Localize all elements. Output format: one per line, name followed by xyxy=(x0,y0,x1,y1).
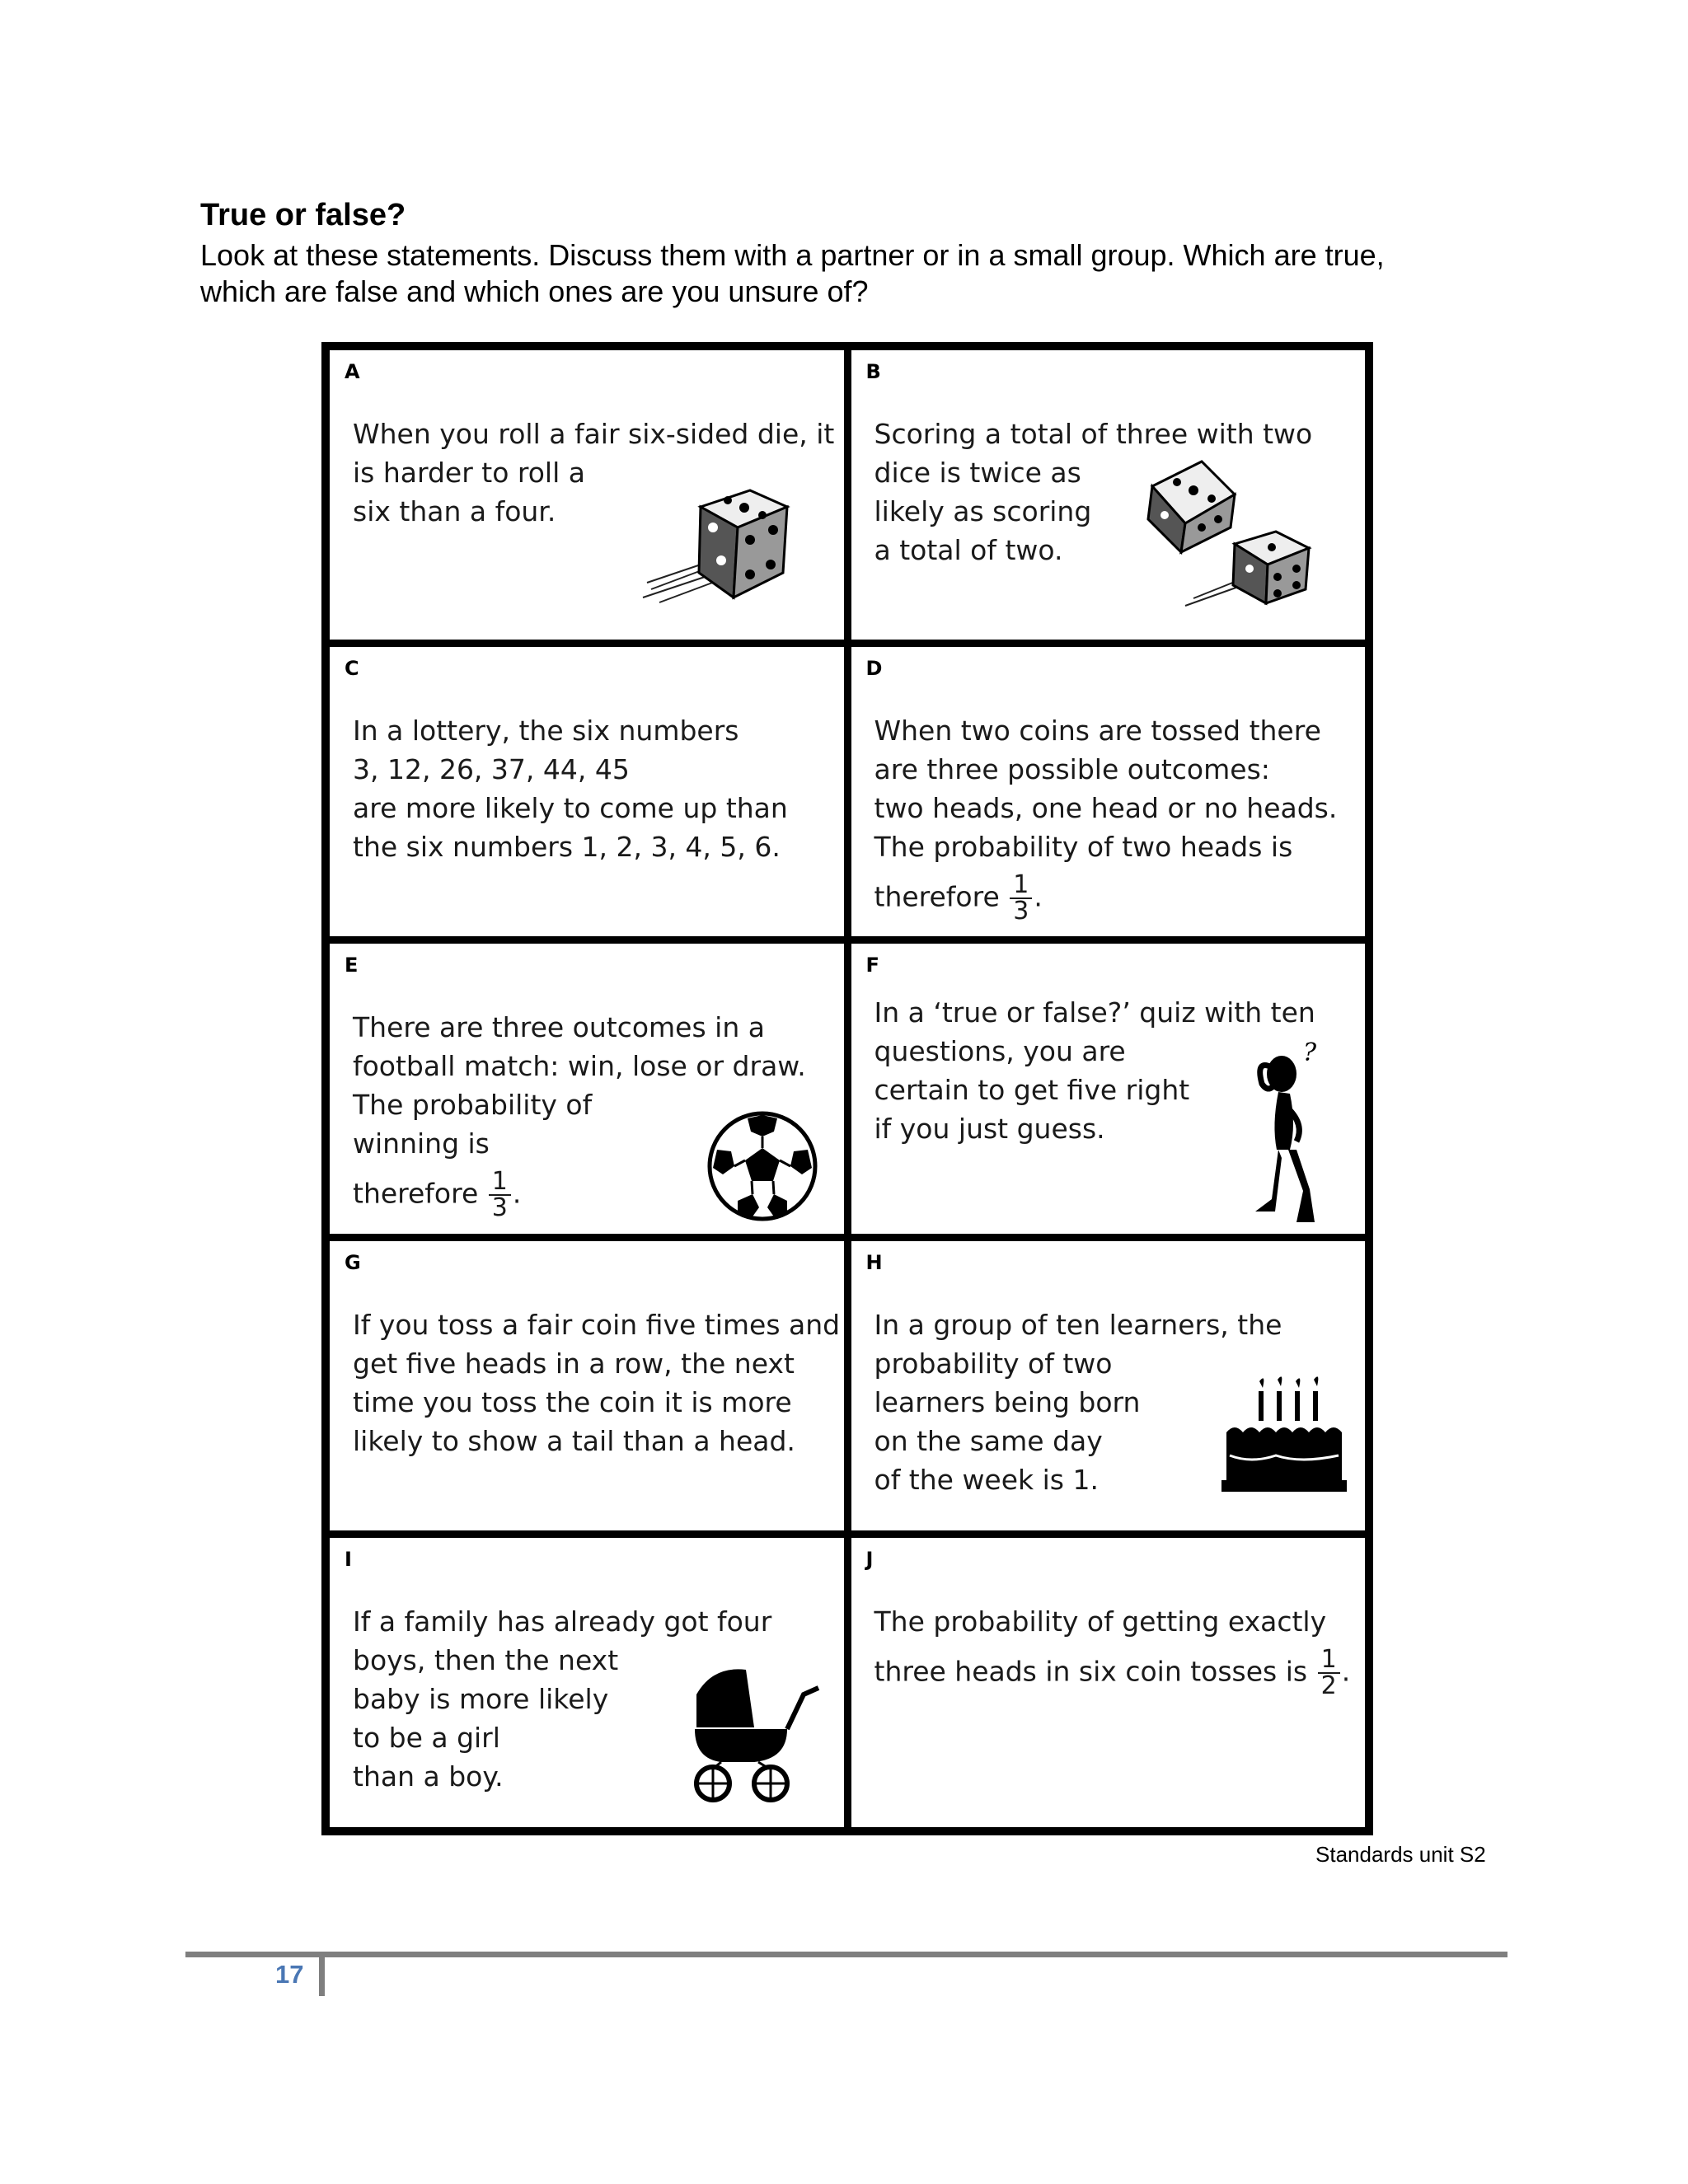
statement-line: baby is more likely xyxy=(353,1682,609,1715)
statement-line: In a ‘true or false?’ quiz with ten xyxy=(874,996,1315,1029)
statement-text: therefore xyxy=(874,880,1000,913)
card-letter: I xyxy=(345,1547,352,1571)
card-letter: C xyxy=(345,657,359,681)
card-letter: F xyxy=(865,954,879,977)
card-letter: J xyxy=(865,1547,874,1571)
card-d xyxy=(851,647,1366,936)
fraction-denominator: 3 xyxy=(491,1193,508,1223)
fraction-numerator: 1 xyxy=(1318,1647,1340,1674)
statement-line: a total of two. xyxy=(874,534,1063,566)
statement-card-grid xyxy=(321,342,1373,1835)
statement-line: is harder to roll a xyxy=(353,457,585,489)
statement-line: football match: win, lose or draw. xyxy=(353,1050,806,1083)
card-letter: H xyxy=(865,1250,883,1274)
page-title: True or false? xyxy=(200,198,406,232)
instructions-line-2: which are false and which ones are you unsure of? xyxy=(200,274,869,308)
card-statement xyxy=(353,711,821,866)
statement-punctuation: . xyxy=(1341,1655,1351,1688)
card-e xyxy=(330,944,844,1233)
fraction xyxy=(1010,870,1032,926)
statement-line: In a lottery, the six numbers xyxy=(353,715,739,748)
statement-line: When you roll a fair six-sided die, it xyxy=(353,418,835,450)
statement-line: 3, 12, 26, 37, 44, 45 xyxy=(353,753,630,786)
statement-line: Scoring a total of three with two xyxy=(874,418,1313,450)
statement-line xyxy=(874,1644,1351,1700)
page-number: 17 xyxy=(275,1960,304,1989)
football-icon xyxy=(705,1108,820,1224)
statement-line: dice is twice as xyxy=(874,457,1081,489)
card-b xyxy=(851,350,1366,640)
statement-line: The probability of two heads is xyxy=(874,831,1293,864)
card-i xyxy=(330,1538,844,1827)
statement-line: In a group of ten learners, the xyxy=(874,1308,1282,1341)
statement-line: The probability of getting exactly xyxy=(874,1605,1327,1638)
die-icon xyxy=(635,482,791,606)
fraction-numerator: 1 xyxy=(1010,873,1032,899)
statement-text: three heads in six coin tosses is xyxy=(874,1655,1308,1688)
statement-line: the six numbers 1, 2, 3, 4, 5, 6. xyxy=(353,831,781,864)
statement-line: questions, you are xyxy=(874,1035,1126,1068)
statement-line: six than a four. xyxy=(353,495,556,527)
statement-line: When two coins are tossed there xyxy=(874,715,1321,748)
card-statement xyxy=(353,1305,841,1460)
statement-line: likely to show a tail than a head. xyxy=(353,1424,795,1457)
statement-line: If you toss a fair coin five times and xyxy=(353,1308,841,1341)
statement-punctuation: . xyxy=(512,1177,522,1210)
card-h xyxy=(851,1241,1366,1530)
statement-line: to be a girl xyxy=(353,1721,500,1754)
statement-line: if you just guess. xyxy=(874,1113,1105,1146)
statement-line: than a boy. xyxy=(353,1760,504,1793)
statement-text: therefore xyxy=(353,1177,479,1210)
birthday-cake-icon xyxy=(1218,1373,1350,1497)
statement-line: time you toss the coin it is more xyxy=(353,1385,792,1418)
card-letter: D xyxy=(865,657,883,681)
statement-line xyxy=(874,870,1343,926)
statement-line: The probability of xyxy=(353,1089,593,1122)
statement-line: probability of two xyxy=(874,1347,1113,1380)
two-dice-icon xyxy=(1136,453,1325,610)
card-letter: A xyxy=(345,360,360,383)
footer-rule xyxy=(185,1952,1507,1957)
fraction xyxy=(1318,1644,1340,1700)
statement-line: There are three outcomes in a xyxy=(353,1011,765,1044)
card-j xyxy=(851,1538,1366,1827)
statement-line: likely as scoring xyxy=(874,495,1092,527)
fraction-denominator: 3 xyxy=(1013,897,1029,926)
svg-text:?: ? xyxy=(1302,1038,1316,1068)
statement-line: get five heads in a row, the next xyxy=(353,1347,795,1380)
pram-icon xyxy=(680,1661,824,1806)
instructions xyxy=(200,237,1486,310)
statement-line: boys, then the next xyxy=(353,1643,619,1676)
statement-line: on the same day xyxy=(874,1424,1103,1457)
statement-line: of the week is 1. xyxy=(874,1463,1099,1496)
statement-line: are three possible outcomes: xyxy=(874,753,1270,786)
unit-reference: Standards unit S2 xyxy=(1315,1842,1486,1867)
statement-line: two heads, one head or no heads. xyxy=(874,792,1338,825)
statement-line: certain to get five right xyxy=(874,1074,1190,1107)
statement-line: learners being born xyxy=(874,1385,1141,1418)
instructions-line-1: Look at these statements. Discuss them with a partner or in a small group. Which are true, xyxy=(200,238,1385,272)
card-letter: E xyxy=(345,954,359,977)
fraction-denominator: 2 xyxy=(1320,1671,1337,1700)
card-letter: B xyxy=(865,360,881,383)
card-statement xyxy=(874,1602,1351,1700)
statement-line: winning is xyxy=(353,1127,490,1160)
card-letter: G xyxy=(345,1250,361,1274)
page-number-divider xyxy=(319,1955,325,1996)
statement-line: If a family has already got four xyxy=(353,1605,772,1638)
card-f xyxy=(851,944,1366,1233)
fraction-numerator: 1 xyxy=(489,1169,511,1196)
statement-line: are more likely to come up than xyxy=(353,792,788,825)
statement-punctuation: . xyxy=(1034,880,1043,913)
card-g xyxy=(330,1241,844,1530)
card-statement xyxy=(874,711,1343,924)
thinking-person-icon xyxy=(1239,1034,1329,1228)
card-a xyxy=(330,350,844,640)
card-c xyxy=(330,647,844,936)
fraction xyxy=(489,1169,511,1221)
